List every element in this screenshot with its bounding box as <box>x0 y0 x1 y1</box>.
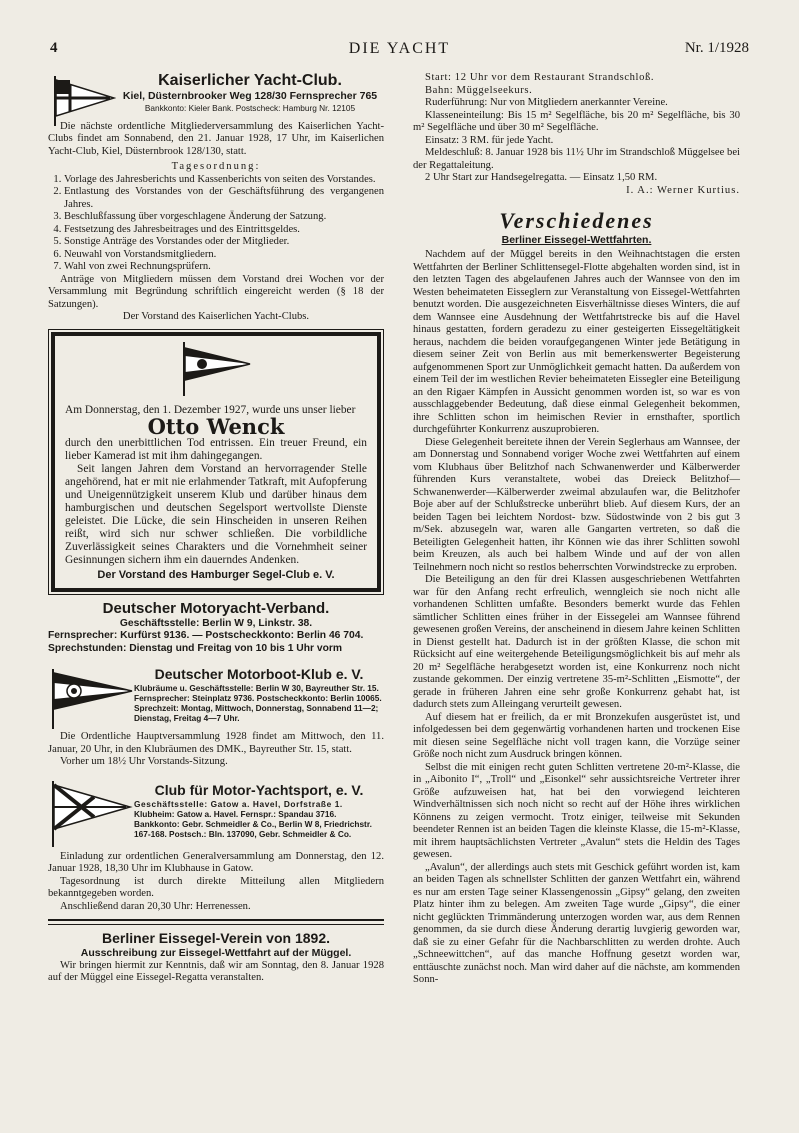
section-subtitle: Berliner Eissegel-Wettfahrten. <box>501 233 652 246</box>
bev-title: Berliner Eissegel-Verein von 1892. <box>101 930 330 946</box>
dmv-line2: Fernsprecher: Kurfürst 9136. — Postscheckkonto: Berlin 46 704. <box>48 630 364 641</box>
dmk-title: Deutscher Motorboot-Klub e. V. <box>154 666 364 682</box>
article-paragraph: Die Beteiligung an den für drei Klassen ausgeschriebenen Wettfahrten war für den Anfang recht erfreulich, wenngleich sie noch nicht alle vorhandenen Schlitten umfaßte. Besonders bemerkt wurde das Fehlen sämtlicher Schlitten eines früher in der Eissegelei am Wannsee führend gewesenen großen Vereins, der anscheinend in diesem Jahre keinen Schlitten in Dienst gestellt hat. Dadurch ist in der größten Klasse, die schon mit Rücksicht auf eine weitergehende Beteiligungsmöglichkeit bis auf mehr als 20 m² Segelfläche herabgesetzt worden ist, eine Konkurrenz noch nicht zustande gekommen. Der einzig vertretene 35-m²-Schlitten „Eismotte“, der gerade in früheren Jahren eine sehr große Konkurrenz gehabt hat, ist dadurch stets zum Alleingang verurteilt gewesen. <box>413 574 740 710</box>
obituary-box <box>51 332 381 592</box>
bev-text: Wir bringen hiermit zur Kenntnis, daß wir am Sonntag, den 8. Januar 1928 auf der Müggel eine Eissegel-Regatta veranstalten. <box>48 959 384 983</box>
dmk-line3: Sprechzeit: Montag, Mittwoch, Donnerstag, Sonnabend 11—2; Dienstag, Freitag 4—7 Uhr. <box>134 703 379 723</box>
article-paragraph: „Avalun“, der allerdings auch stets mit Geschick geführt worden ist, kam an beiden Tagen als schnellster Schlitten der ganzen Wettfahrt ein, während es nur am ersten Tage seiner Klassengenossin „Gipsy“ gelang, den zweiten Platz hinter ihm zu belegen. Am zweiten Tage wurde „Gipsy“, die einer nicht geglückten Trimmänderung unterzogen worden war, aus dem Rennen genommen, da sie durch diese Änderung derartig luvgierig geworden war, daß sie zu einer Gefahr für die Nachbarschlitten zu werden drohte. Auch „Schneewittchen“, auf das manche Hoffnung gesetzt worden war, enttäuschte zunächst noch. Man wird daher auf die nächste, am kommenden Sonn- <box>413 861 740 985</box>
obit-sign: Der Vorstand des Hamburger Segel-Club e. V. <box>97 569 335 581</box>
race-course: Bahn: Müggelseekurs. <box>425 84 533 96</box>
dmk-line1: Klubräume u. Geschäftsstelle: Berlin W 30, Bayreuther Str. 15. <box>134 683 379 693</box>
cmy-text: Einladung zur ordentlichen Generalversammlung am Donnerstag, den 12. Januar 1928, 18,30 Uhr im Klubhause in Gatow. <box>48 850 384 874</box>
kyc-intro: Die nächste ordentliche Mitgliederversammlung des Kaiserlichen Yacht-Clubs findet am Sonnabend, den 21. Januar 1928, 17 Uhr, im Kaiserlichen Yacht-Club, Kiel, Düsternbrook 128/130, statt. <box>48 120 384 157</box>
kyc-agenda <box>48 174 384 274</box>
divider <box>48 919 384 925</box>
kyc-sign: Der Vorstand des Kaiserlichen Yacht-Clubs. <box>122 311 310 322</box>
kyc-bank: Bankkonto: Kieler Bank. Postscheck: Hamburg Nr. 12105 <box>144 102 356 113</box>
dmk-text2: Vorher um 18½ Uhr Vorstands-Sitzung. <box>60 756 228 767</box>
cmy-line2: Klubheim: Gatow a. Havel. Fernspr.: Spandau 3716. <box>134 808 337 819</box>
dmv-line3: Sprechstunden: Dienstag und Freitag von 10 bis 1 Uhr vorm <box>48 642 343 654</box>
kyc-agenda-head: Tagesordnung: <box>171 161 261 172</box>
agenda-item: 4. Festsetzung des Jahresbeitrages und des Eintrittsgeldes. <box>64 224 384 237</box>
bev-subtitle: Ausschreibung zur Eissegel-Wettfahrt auf der Müggel. <box>80 947 352 959</box>
kyc-title: Kaiserlicher Yacht-Club. <box>158 72 342 89</box>
agenda-item: 3. Beschlußfassung über vorgeschlagene Änderung der Satzung. <box>64 211 384 224</box>
dmk-burgee-icon <box>50 669 134 729</box>
kyc-motions: Anträge von Mitgliedern müssen dem Vorstand drei Wochen vor der Versammlung mit Begründung schriftlich eingereicht werden (§ 18 der Satzungen). <box>48 273 384 310</box>
cmy-text2: Tagesordnung ist durch direkte Mitteilung allen Mitgliedern bekanntgegeben worden. <box>48 875 384 899</box>
dmk-block <box>48 665 384 727</box>
cmy-burgee-icon <box>50 781 134 847</box>
page-header <box>50 40 749 60</box>
obit-name: Otto Wenck <box>147 413 285 439</box>
dmv-line1: Geschäftsstelle: Berlin W 9, Linkstr. 38. <box>119 617 313 629</box>
magazine-title: DIE YACHT <box>348 40 451 57</box>
race-fee: Einsatz: 3 RM. für jede Yacht. <box>425 134 554 146</box>
agenda-item: 7. Wahl von zwei Rechnungsprüfern. <box>64 261 384 274</box>
cmy-line3: Bankkonto: Gebr. Schmeidler & Co., Berlin W 8, Friedrichstr. 167-168. Postsch.: Bln. 137090, Gebr. Schmeidler & Co. <box>134 818 372 839</box>
article-paragraph: Nachdem auf der Müggel bereits in den Weihnachtstagen die ersten Wettfahrten der Berliner Schlittensegel-Flotte abgehalten worden sind, ist in den letzten Tagen des abgelaufenen Jahres auch der Wannsee von den im Westen beheimateten Eisseglern zur Veranstaltung von Eissegel-Wettfahrten benutzt worden. Die ausgezeichneten Eisverhältnisse dieses Winters, die auf dem Wannsee eine Ausdehnung der Wettfahrtstrecke bis auf die Havel hinaus gestatten, fordern geradezu zu einer gesteigerten Eissegeltätigkeit heraus, nachdem die beiden voraufgegangenen Winter jede Betätigung in diesem seiner Zeit von Berlin aus mit bemerkenswerter Begeisterung aufgenommenen Sport zur Unmöglichkeit gemacht hatten. Da außerdem von einem Teil der im westlichen Revier beheimateten Eissegler eine Beteiligung an den Rigaer Kämpfen in Aussicht genommen worden ist, so war es von ausschlaggebender Bedeutung, daß diese einmal Gelegenheit bekommen, ihre Schlitten schon im heimischen Revier in ernsthafter, sportlich durchgeführter Konkurrenz auszuprobieren. <box>413 249 740 435</box>
article-paragraph: Diese Gelegenheit bereitete ihnen der Verein Seglerhaus am Wannsee, der am Donnerstag und Sonnabend voriger Woche zwei Wettfahrten auf einem vom Klubhaus über Belitzhof nach Schwanenwerder und Kälberwerder führenden Kurs veranstaltete, wobei das Dreieck Belitzhof—Schwanenwerder—Kälberwerder zweimal abzulaufen war, die Belitzhofer Boje aber auf der Schlußstrecke unberührt blieb. Auf diesem Kurs, der an beiden Tagen bei leichtem Nordost- bzw. Südostwinde von 2 bis gut 3 m/Sek. abzusegeln war, waren alle Gangarten vertreten, so daß die Beteiligten Gelegenheit hatten, ihr Können wie das ihrer Schlitten sowohl beim Kreuzen, als auch bei halbem Winde und auf der von allen Teilnehmern noch nicht so restlos beherrschten Vorwindstrecke zu erproben. <box>413 436 740 573</box>
kyc-address: Kiel, Düsternbrooker Weg 128/30 Fernsprecher 765 <box>122 90 378 102</box>
agenda-item: 1. Vorlage des Jahresberichts und Kassenberichts von seiten des Vorstandes. <box>64 174 384 187</box>
hsc-burgee-icon <box>180 342 252 396</box>
dmv-title: Deutscher Motoryacht-Verband. <box>102 599 330 617</box>
right-column <box>413 72 740 987</box>
page-number: 4 <box>50 40 58 56</box>
cmy-title: Club für Motor-Yachtsport, e. V. <box>154 781 364 798</box>
issue-number: Nr. 1/1928 <box>684 40 749 56</box>
race-steering: Ruderführung: Nur von Mitgliedern anerkannter Vereine. <box>425 97 668 108</box>
article-paragraph: Selbst die mit einigen recht guten Schlitten vertretene 20-m²-Klasse, die in „Aibonito I“, „Troll“ und „Eisonkel“ sehr aussichtsreiche Vertreter ihrer Größe aufzuweisen hat, hat bei den vorwiegend leichteren Windverhältnissen sich noch nicht so recht auf der Höhe ihres wirklichen Könnens zu zeigen vermocht. Trotz einiger, teilweise mit Sekunden beendeter Rennen ist an beiden Tagen die kleinste Klasse, die 15-m²-Klasse, mit ihrem hauptsächlichsten Vertreter „Avalun“ stets die Heldin des Tages gewesen. <box>413 761 740 860</box>
race-classes: Klasseneinteilung: Bis 15 m² Segelfläche, bis 20 m² Segelfläche, bis 30 m² Segelfläche und über 30 m² Segelfläche. <box>413 109 740 133</box>
left-column <box>48 72 384 985</box>
agenda-item: 5. Sonstige Anträge des Vorstandes oder der Mitglieder. <box>64 236 384 249</box>
obit-text2: Seit langen Jahren dem Vorstand an hervorragender Stelle angehörend, hat er mit nie erlahmender Tatkraft, mit Aufopferung und Uneigennützigkeit unserem Klub und darüber hinaus dem hamburgischen und deutschen Segelsport wertvollste Dienste geleistet. Die Lücke, die sein Hinscheiden in unseren Reihen reißt, wird sich nur schwer schließen. Die vorbildliche Zuverlässigkeit seines Charakters und die Vornehmheit seiner Gesinnungen sichern ihm ein dauerndes Andenken. <box>65 463 367 566</box>
cmy-text3: Anschließend daran 20,30 Uhr: Herrenessen. <box>60 900 251 912</box>
obit-line1: Am Donnerstag, den 1. Dezember 1927, wurde uns unser lieber <box>65 403 356 416</box>
dmk-text: Die Ordentliche Hauptversammlung 1928 findet am Mittwoch, den 11. Januar, 20 Uhr, in den Klubräumen des DMK., Bayreuther Str. 15, statt. <box>48 731 384 755</box>
obit-text1: durch den unerbittlichen Tod entrissen. Ein treuer Freund, ein lieber Kamerad ist mit ihm dahingegangen. <box>65 437 367 462</box>
section-title: Verschiedenes <box>499 208 654 233</box>
bev-block <box>48 929 384 985</box>
dmk-line2: Fernsprecher: Steinplatz 9736. Postscheckkonto: Berlin 10065. <box>134 693 382 703</box>
kyc-burgee-icon <box>52 76 116 126</box>
kyc-block <box>48 72 384 113</box>
race-hand: 2 Uhr Start zur Handsegelregatta. — Einsatz 1,50 RM. <box>425 172 658 183</box>
cmy-line1: Geschäftsstelle: Gatow a. Havel, Dorfstraße 1. <box>134 798 343 809</box>
agenda-item: 6. Neuwahl von Vorstandsmitgliedern. <box>64 249 384 262</box>
article-paragraph: Auf diesem hat er freilich, da er mit Bronzekufen ausgerüstet ist, und infolgedessen bei dem gegenwärtig vorhandenen harten und trockenen Eise mit diesen seine Segelfläche nicht voll tragen kann, die Vorzüge seiner Größe noch nicht zum Ausdruck bringen können. <box>413 711 740 760</box>
agenda-item: 2. Entlastung des Vorstandes von der Geschäftsführung des vergangenen Jahres. <box>64 186 384 211</box>
race-deadline: Meldeschluß: 8. Januar 1928 bis 11½ Uhr im Strandschloß Müggelsee bei der Regattaleitung. <box>413 147 740 171</box>
cmy-block <box>48 781 384 845</box>
race-start: Start: 12 Uhr vor dem Restaurant Strandschloß. <box>425 72 655 83</box>
race-sign: I. A.: Werner Kurtius. <box>626 184 740 196</box>
dmv-block <box>48 600 384 656</box>
